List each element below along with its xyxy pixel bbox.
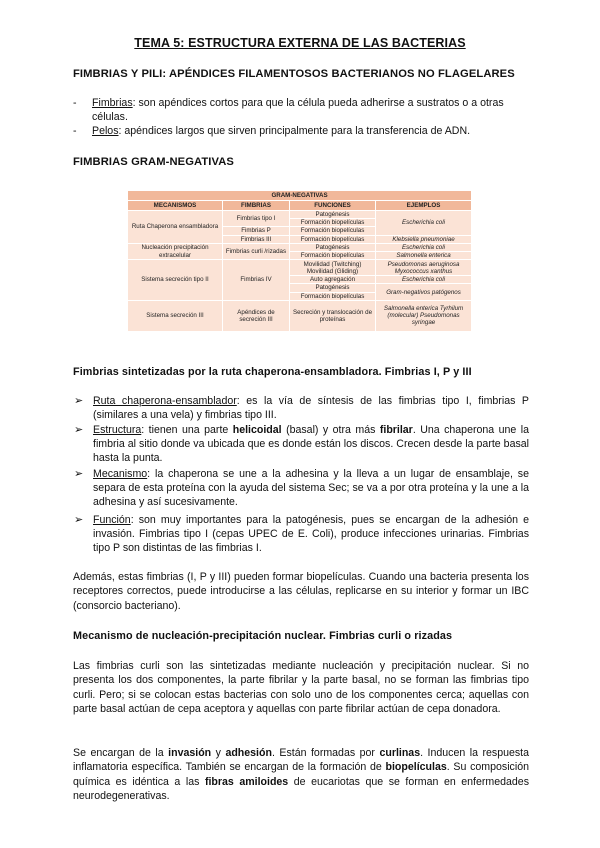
arrow-item-funcion: [74, 513, 529, 556]
paragraph-biopeliculas: Además, estas fimbrias (I, P y III) pueden formar biopelículas. Cuando una bacteria presenta los receptores correctos, puede introducirse a las células, replicarse en su interior y formar un IBC (consorcio bacteriano).: [73, 571, 529, 612]
text-run: . Su composición química es idéntica a las: [73, 761, 529, 788]
item-text: : es la vía de síntesis de las fimbrias tipo I, fimbrias P (similares a una vela) y fimbrias tipo III.: [93, 395, 529, 422]
arrow-bullet-icon: ➢: [74, 514, 84, 526]
item-text: : son muy importantes para la patogénesis, pues se encargan de la adhesión e invasión. Fimbrias tipo I (cepas UPEC de E. Coli), produce infecciones urinarias. Fimbrias tipo P son distintas de las fimbrias I.: [93, 514, 529, 555]
text-run: Se encargan de la: [73, 747, 169, 759]
page-title: TEMA 5: ESTRUCTURA EXTERNA DE LAS BACTERIAS: [134, 36, 466, 50]
bullet-marker: -: [73, 125, 77, 137]
table-cell: Sistema secreción III: [128, 300, 223, 331]
table-cell: Apéndices de secreción III: [223, 300, 290, 331]
bullet-marker: -: [73, 97, 77, 109]
bold-term: invasión: [168, 747, 212, 759]
table-cell: Formación biopelículas: [290, 219, 376, 227]
item-text: : la chaperona se une a la adhesina y la lleva a un lugar de ensamblaje, se separa de esta proteína con la ayuda del sistema Sec; se va a por otra proteína y la une a la adhesina y así sucesivamente.: [93, 468, 529, 509]
table-cell: Ruta Chaperona ensambladora: [128, 211, 223, 244]
text-run: . Inducen la respuesta inflamatoria específica. También se encargan de la formación de: [73, 747, 529, 774]
arrow-item-ruta: [74, 394, 529, 422]
table-cell: Fimbrias P: [223, 227, 290, 235]
term-pelos: Pelos: [92, 125, 119, 137]
table-cell: Formación biopelículas: [290, 292, 376, 300]
paragraph-curli-1: Las fimbrias curli son las sintetizadas mediante nucleación y precipitación nuclear. Si no presenta los dos componentes, la parte fibrilar y la parte basal, no se forman las fimbrias tipo curli. Pero; si se colocan estas bacterias con solo uno de los componentes cerca; aquellas con parte basal actúan de cepa aceptora y aquellas con parte fibrilar actúan de cepa donadora.: [73, 660, 529, 716]
col-header-ejemplos: EJEMPLOS: [376, 201, 472, 211]
paragraph-curli-2: [73, 746, 529, 804]
table-cell: Sistema secreción tipo II: [128, 260, 223, 301]
table-cell: Pseudomonas aeruginosa Myxococcus xanthus: [376, 260, 472, 276]
bullet-pelos: [73, 125, 533, 139]
table-cell: Escherichia coli: [376, 243, 472, 251]
table-cell: Fimbrias tipo I: [223, 211, 290, 227]
section-heading-fimbrias-pili: FIMBRIAS Y PILI: APÉNDICES FILAMENTOSOS BACTERIANOS NO FLAGELARES: [73, 68, 515, 80]
term-funcion: Función: [93, 514, 131, 526]
bullet-text: : son apéndices cortos para que la célula pueda adherirse a sustratos o a otras células.: [92, 97, 504, 123]
table-cell: Escherichia coli: [376, 276, 472, 284]
item-text: : tienen una parte: [141, 424, 233, 436]
arrow-item-mecanismo: [74, 467, 529, 510]
table-cell: Klebsiella pneumoniae: [376, 235, 472, 243]
table-cell: Movilidad (Twitching) Movilidad (Gliding): [290, 260, 376, 276]
table-cell: Patogénesis: [290, 284, 376, 292]
table-cell: Formación biopelículas: [290, 235, 376, 243]
table-cell: Fimbrias IV: [223, 260, 290, 301]
bold-term: curlinas: [379, 747, 421, 759]
table-cell: Patogénesis: [290, 211, 376, 219]
table-cell: Formación biopelículas: [290, 227, 376, 235]
table-cell: Secreción y translocación de proteínas: [290, 300, 376, 331]
text-run: y: [211, 747, 226, 759]
col-header-funciones: FUNCIONES: [290, 201, 376, 211]
bold-term: fibrilar: [379, 424, 413, 436]
table-cell: Auto agregación: [290, 276, 376, 284]
table-cell: Salmonella enterica: [376, 252, 472, 260]
bold-term: adhesión: [225, 747, 272, 759]
term-ruta: Ruta chaperona-ensamblador: [93, 395, 237, 407]
table-cell: Nucleación precipitación extracelular: [128, 243, 223, 259]
term-mecanismo: Mecanismo: [93, 468, 148, 480]
section-heading-gram-negativas: FIMBRIAS GRAM-NEGATIVAS: [73, 156, 234, 168]
bold-term: helicoidal: [232, 424, 282, 436]
table-group-header: GRAM-NEGATIVAS: [128, 191, 472, 201]
gram-negative-fimbriae-table: [127, 190, 472, 332]
arrow-bullet-icon: ➢: [74, 424, 84, 436]
item-text: . Una chaperona une la fimbria al sitio donde va ubicada que es donde están los discos. Crecen desde la parte basal hasta la punta.: [93, 424, 529, 465]
arrow-item-estructura: [74, 423, 529, 466]
term-fimbrias: Fimbrias: [92, 97, 133, 109]
text-run: de eucariotas que se forman en enfermedades neurodegenerativas.: [73, 775, 529, 803]
col-header-fimbrias: FIMBRIAS: [223, 201, 290, 211]
bold-term: biopelículas: [385, 761, 447, 774]
col-header-mecanismos: MECANISMOS: [128, 201, 223, 211]
text-run: . Están formadas por: [271, 747, 380, 759]
arrow-bullet-icon: ➢: [74, 395, 84, 407]
bold-term: fibras amiloides: [204, 775, 289, 788]
table-cell: Salmonella enterica Tyrhilum (molecular) Pseudomonas syringae: [376, 300, 472, 331]
table-cell: Escherichia coli: [376, 211, 472, 236]
table-cell: Patogénesis: [290, 243, 376, 251]
bullet-text: : apéndices largos que sirven principalmente para la transferencia de ADN.: [118, 125, 471, 137]
table-cell: Formación biopelículas: [290, 252, 376, 260]
bullet-fimbrias: [73, 97, 533, 124]
table-cell: Fimbrias curli /rizadas: [223, 243, 290, 259]
arrow-bullet-icon: ➢: [74, 468, 84, 480]
section-heading-chaperona: Fimbrias sintetizadas por la ruta chaperona-ensambladora. Fimbrias I, P y III: [73, 366, 472, 378]
table-cell: Fimbrias III: [223, 235, 290, 243]
term-estructura: Estructura: [93, 424, 142, 436]
item-text: (basal) y otra más: [281, 424, 380, 436]
section-heading-curli: Mecanismo de nucleación-precipitación nuclear. Fimbrias curli o rizadas: [73, 630, 453, 642]
table-cell: Gram-negativos patógenos: [376, 284, 472, 300]
